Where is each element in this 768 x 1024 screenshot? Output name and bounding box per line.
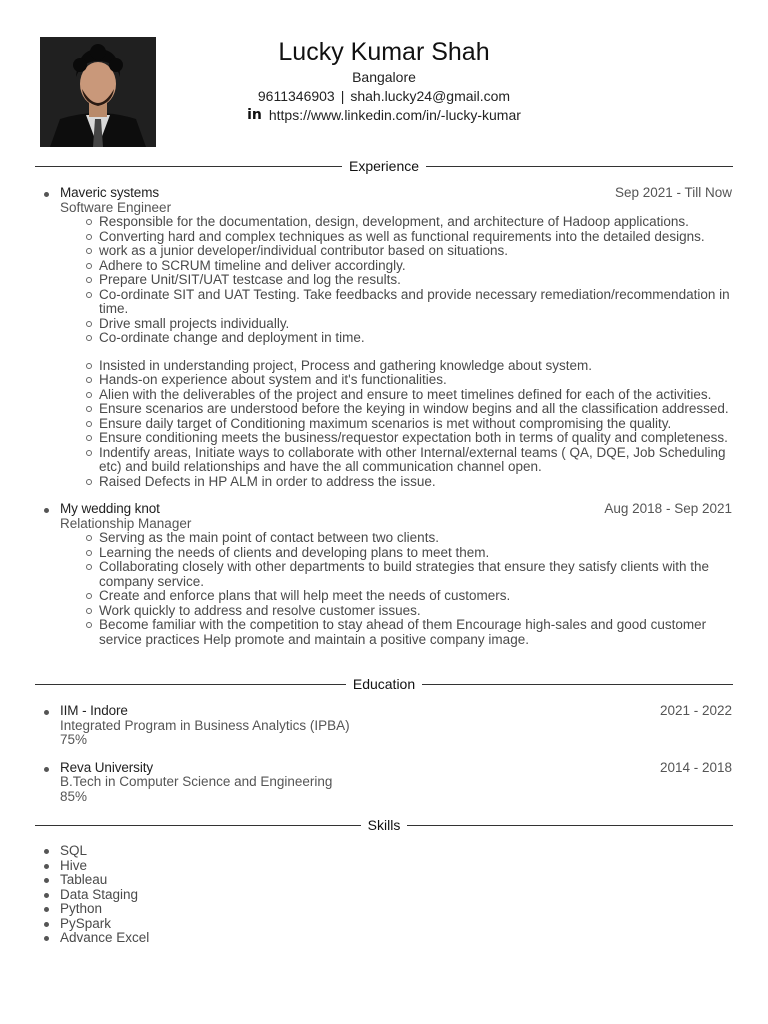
responsibility-item: Co-ordinate SIT and UAT Testing. Take feedbacks and provide necessary remediation/recommendation in time. [99, 288, 732, 317]
responsibility-item: Co-ordinate change and deployment in time. [99, 331, 732, 346]
contact-line [0, 87, 768, 106]
responsibility-item: Ensure daily target of Conditioning maximum scenarios is met without compromising the quality. [99, 417, 732, 432]
skill-item: Data Staging [0, 888, 768, 903]
skill-item: PySpark [0, 917, 768, 932]
degree: Integrated Program in Business Analytics (IPBA) [60, 717, 350, 733]
job-title: Relationship Manager [60, 515, 192, 531]
education-dates: 2021 - 2022 [659, 703, 732, 718]
responsibility-item: Hands-on experience about system and it's functionalities. [99, 373, 732, 388]
responsibility-item: Drive small projects individually. [99, 317, 732, 332]
experience-entry [0, 186, 768, 489]
section-rule [426, 166, 733, 167]
responsibility-item: Ensure conditioning meets the business/requestor expectation both in terms of quality and completeness. [99, 431, 732, 446]
responsibility-item: Indentify areas, Initiate ways to collaborate with other Internal/external teams ( QA, DQE, Job Scheduling etc) and build relationships and have the all communication channel open. [99, 446, 732, 475]
skill-item: Advance Excel [0, 931, 768, 946]
responsibility-item: Prepare Unit/SIT/UAT testcase and log the results. [99, 273, 732, 288]
entry-bullet [44, 710, 49, 715]
institution-name: Reva University [60, 759, 154, 775]
section-title: Experience [348, 158, 420, 174]
responsibility-item: Collaborating closely with other departments to build strategies that ensure they satisfy clients with the company service. [99, 560, 732, 589]
contact-separator: | [340, 87, 345, 104]
education-heading [35, 674, 733, 694]
responsibility-item: Alien with the deliverables of the project and ensure to meet timelines defined for each of the activities. [99, 388, 732, 403]
email-link[interactable]: shah.lucky24@gmail.com [350, 87, 511, 104]
skill-item: Tableau [0, 873, 768, 888]
employment-dates: Sep 2021 - Till Now [614, 185, 732, 200]
section-rule [35, 825, 361, 826]
entry-bullet [44, 767, 49, 772]
responsibility-item: Serving as the main point of contact between two clients. [99, 531, 732, 546]
responsibility-item: Ensure scenarios are understood before the keying in window begins and all the classification addressed. [99, 402, 732, 417]
skill-item: SQL [0, 844, 768, 859]
institution-name: IIM - Indore [60, 703, 128, 718]
linkedin-row[interactable] [247, 106, 521, 125]
skill-item: Python [0, 902, 768, 917]
responsibility-item: Responsible for the documentation, design, development, and architecture of Hadoop applications. [99, 215, 732, 230]
responsibility-item: Work quickly to address and resolve customer issues. [99, 604, 732, 619]
resume-header [0, 36, 768, 125]
section-rule [407, 825, 733, 826]
responsibility-item: Insisted in understanding project, Process and gathering knowledge about system. [99, 359, 732, 374]
score: 75% [60, 732, 88, 747]
linkedin-link[interactable]: https://www.linkedin.com/in/-lucky-kumar [268, 107, 521, 123]
responsibility-item: Converting hard and complex techniques as well as functional requirements into the detailed designs. [99, 230, 732, 245]
section-title: Skills [367, 817, 401, 833]
education-entry [0, 761, 768, 805]
skills-list [0, 844, 768, 946]
responsibility-item: Learning the needs of clients and developing plans to meet them. [99, 546, 732, 561]
responsibility-item: Create and enforce plans that will help meet the needs of customers. [99, 589, 732, 604]
skill-item: Hive [0, 859, 768, 874]
score: 85% [60, 788, 88, 804]
entry-bullet [44, 508, 49, 513]
company-name: My wedding knot [60, 501, 160, 516]
linkedin-icon: in [247, 107, 262, 123]
location: Bangalore [352, 69, 416, 85]
experience-entry [0, 502, 768, 647]
skills-heading [35, 815, 733, 835]
experience-list [0, 186, 768, 647]
responsibility-item: Raised Defects in HP ALM in order to address the issue. [99, 475, 732, 490]
responsibility-item: work as a junior developer/individual contributor based on situations. [99, 244, 732, 259]
experience-heading [35, 156, 733, 176]
section-rule [422, 684, 733, 685]
education-list [0, 704, 768, 804]
responsibilities-list [60, 531, 732, 647]
company-name: Maveric systems [60, 185, 160, 200]
education-dates: 2014 - 2018 [659, 759, 732, 775]
employment-dates: Aug 2018 - Sep 2021 [604, 501, 732, 516]
job-title: Software Engineer [60, 199, 172, 215]
education-entry [0, 704, 768, 748]
responsibility-item: Become familiar with the competition to stay ahead of them Encourage high-sales and good customer service practices Help promote and maintain a positive company image. [99, 618, 732, 647]
phone-number: 9611346903 [257, 87, 335, 104]
responsibilities-list [60, 359, 732, 490]
responsibilities-list [60, 215, 732, 346]
degree: B.Tech in Computer Science and Engineering [60, 774, 333, 789]
responsibility-item: Adhere to SCRUM timeline and deliver accordingly. [99, 259, 732, 274]
entry-bullet [44, 192, 49, 197]
section-title: Education [352, 676, 416, 692]
section-rule [35, 166, 342, 167]
candidate-name: Lucky Kumar Shah [278, 38, 490, 66]
section-rule [35, 684, 346, 685]
